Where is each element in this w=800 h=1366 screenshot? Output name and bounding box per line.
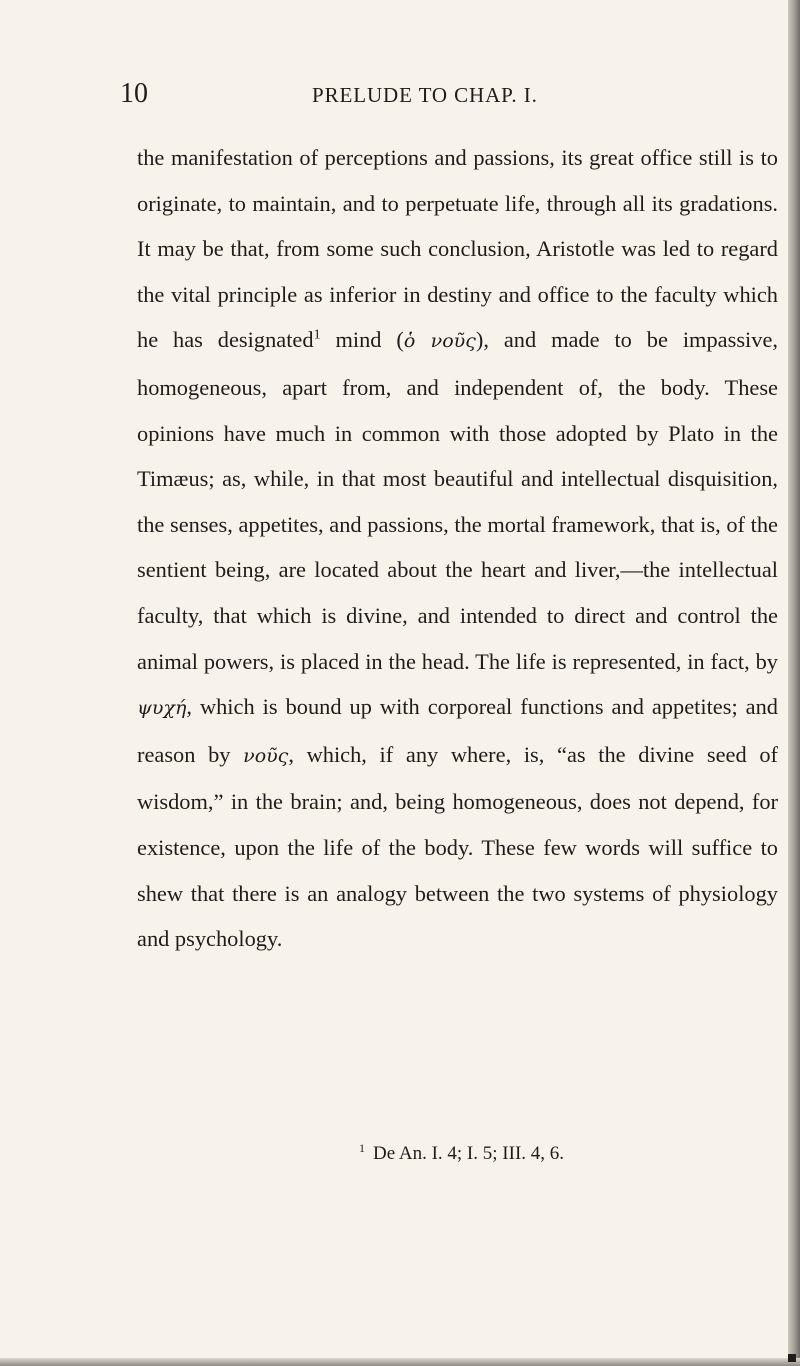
footnote-reference: 1 [313,327,321,343]
body-segment-4: , which is bound up with corporeal functions and appetites; and reason by [137,694,778,767]
footnote [359,1142,564,1166]
body-segment-3: ), and made to be impassive, homogeneous, apart from, and independent of, the body. These opinions have much in common with those adopted by Plato in the Timæus; as, while, in that most beautiful and intellectual disquisition, the senses, appetites, and passions, the mortal framework, that is, of the sentient being, are located about the heart and liver,—the intellectual faculty, that which is divine, and intended to direct and control the animal powers, is placed in the head. The life is represented, in fact, by [137,327,778,674]
greek-term-psyche: ψυχή [137,697,187,720]
page-number: 10 [120,78,148,109]
body-paragraph [137,135,778,962]
greek-term-nous-with-article: ὁ νοῦς [403,330,476,353]
page-bottom-edge [0,1358,800,1366]
page-right-edge [788,0,800,1366]
body-segment-1: the manifestation of perceptions and passions, its great office still is to originate, to maintain, and to perpetuate life, through all its gradations. It may be that, from some such conclusion, Aristotle was led to regard the vital principle as inferior in destiny and office to the faculty which he has designated [137,145,778,353]
body-segment-5: , which, if any where, is, “as the divine seed of wisdom,” in the brain; and, being homogeneous, does not depend, for existence, upon the life of the body. These few words will suffice to shew that there is an analogy between the two systems of physiology and psychology. [137,741,778,952]
page-header [0,74,800,114]
footnote-text: De An. I. 4; I. 5; III. 4, 6. [373,1143,565,1164]
body-segment-2: mind ( [320,327,404,353]
corner-mark [788,1354,796,1362]
footnote-marker: 1 [359,1140,365,1155]
running-head: PRELUDE TO CHAP. I. [312,83,538,107]
greek-term-nous: νοῦς [243,744,289,767]
